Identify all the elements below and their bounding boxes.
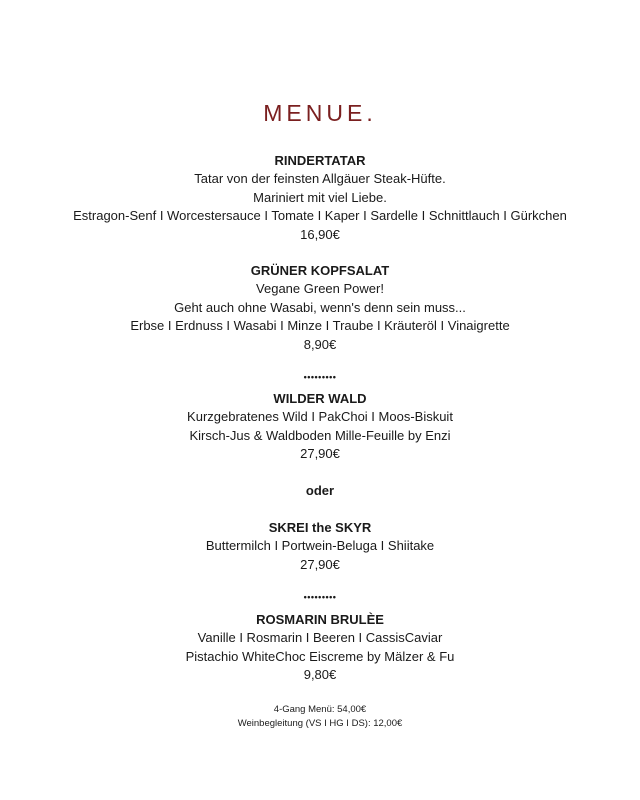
dish-price: 16,90€ bbox=[300, 226, 340, 242]
dish-name: GRÜNER KOPFSALAT bbox=[250, 263, 390, 278]
dish-description: Kurzgebratenes Wild I PakChoi I Moos-Biskuit bbox=[187, 409, 453, 424]
dish-description: Mariniert mit viel Liebe. bbox=[253, 189, 387, 205]
dish-skrei-the-skyr bbox=[0, 519, 640, 574]
dish-description: Buttermilch I Portwein-Beluga I Shiitake bbox=[205, 538, 435, 553]
dish-wilder-wald bbox=[0, 390, 640, 464]
dish-name: SKREI the SKYR bbox=[268, 520, 372, 535]
dish-name: RINDERTATAR bbox=[274, 153, 366, 168]
dish-name: WILDER WALD bbox=[273, 391, 367, 406]
separator-dots: ••••••••• bbox=[303, 372, 337, 382]
dish-rindertatar bbox=[0, 152, 640, 244]
page-title: MENUE. bbox=[263, 100, 377, 126]
menu-footer bbox=[0, 703, 640, 731]
dish-description: Geht auch ohne Wasabi, wenn's denn sein muss... bbox=[174, 299, 466, 315]
dish-price: 27,90€ bbox=[300, 556, 340, 572]
dish-price: 9,80€ bbox=[303, 667, 337, 682]
dish-name: ROSMARIN BRULÈE bbox=[256, 612, 384, 627]
dish-gruener-kopfsalat bbox=[0, 262, 640, 354]
dish-description: Pistachio WhiteChoc Eiscreme by Mälzer & Fu bbox=[185, 648, 455, 664]
dish-ingredients: Estragon-Senf I Worcestersauce I Tomate I Kaper I Sardelle I Schnittlauch I Gürkchen bbox=[73, 208, 567, 223]
dish-description: Kirsch-Jus & Waldboden Mille-Feuille by Enzi bbox=[189, 427, 451, 443]
oder-label: oder bbox=[305, 483, 335, 498]
dish-price: 27,90€ bbox=[300, 446, 340, 461]
dish-ingredients: Erbse I Erdnuss I Wasabi I Minze I Traube I Kräuteröl I Vinaigrette bbox=[130, 318, 510, 333]
dish-description: Tatar von der feinsten Allgäuer Steak-Hüfte. bbox=[194, 171, 446, 186]
separator-dots: ••••••••• bbox=[303, 592, 337, 602]
dish-description: Vegane Green Power! bbox=[256, 281, 384, 296]
dish-description: Vanille I Rosmarin I Beeren I CassisCaviar bbox=[197, 630, 443, 645]
wine-pairing-price: Weinbegleitung (VS I HG I DS): 12,00€ bbox=[237, 718, 403, 729]
dish-rosmarin-brulee bbox=[0, 611, 640, 685]
set-menu-price: 4-Gang Menü: 54,00€ bbox=[273, 704, 367, 715]
dish-price: 8,90€ bbox=[303, 336, 337, 352]
